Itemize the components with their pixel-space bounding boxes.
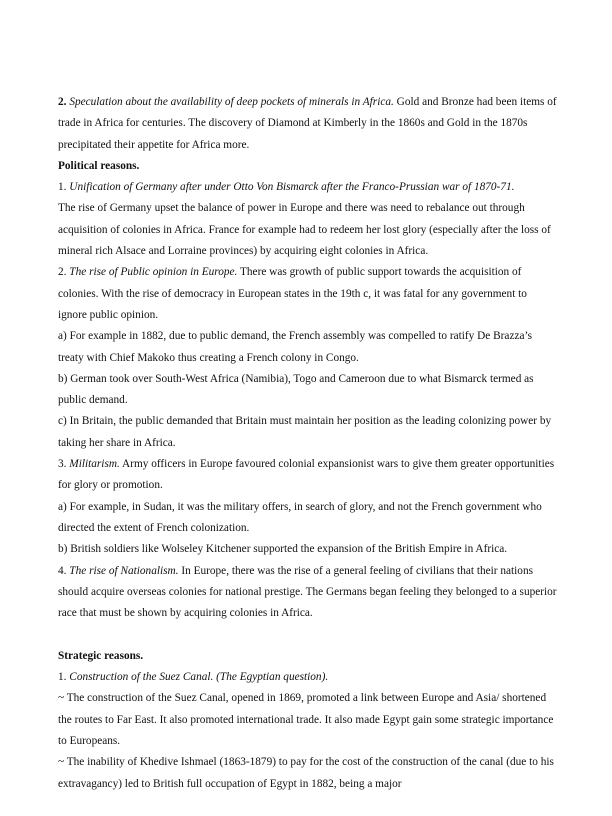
item-number: 3. bbox=[58, 458, 70, 471]
strategic-reason-1 bbox=[58, 667, 558, 688]
item-number: 1. bbox=[58, 181, 70, 194]
item-body: There was growth of public support towards the acquisition of colonies. With the rise of democracy in European states in the 19th c, it was fatal for any government to ignore public opinion. bbox=[58, 266, 527, 321]
strategic-reasons-heading: Strategic reasons. bbox=[58, 649, 144, 662]
political-reason-2 bbox=[58, 262, 558, 326]
item-title: Militarism. bbox=[69, 458, 120, 471]
political-reason-3-example-b: b) British soldiers like Wolseley Kitchener supported the expansion of the British Empire in Africa. bbox=[58, 543, 508, 556]
item-number: 2. bbox=[58, 266, 70, 279]
document-page bbox=[58, 92, 558, 795]
item-body: Army officers in Europe favoured colonial expansionist wars to give them greater opportunities for glory or promotion. bbox=[58, 458, 555, 492]
item-title: The rise of Nationalism. bbox=[69, 564, 179, 577]
item-body: Gold and Bronze had been items of trade in Africa for centuries. The discovery of Diamond at Kimberly in the 1860s and Gold in the 1870s precipitated their appetite for Africa more. bbox=[58, 96, 557, 151]
political-reason-4 bbox=[58, 561, 558, 625]
political-reasons-heading: Political reasons. bbox=[58, 159, 140, 172]
political-reason-2-example-a: a) For example in 1882, due to public demand, the French assembly was compelled to ratify De Brazza’s treaty with Chief Makoko thus creating a French colony in Congo. bbox=[58, 330, 533, 364]
item-title: The rise of Public opinion in Europe. bbox=[69, 266, 238, 279]
item-title: Speculation about the availability of deep pockets of minerals in Africa. bbox=[69, 96, 394, 108]
economic-reason-2 bbox=[58, 92, 558, 156]
political-reason-3-example-a: a) For example, in Sudan, it was the military offers, in search of glory, and not the French government who directed the extent of French colonization. bbox=[58, 500, 542, 534]
political-reason-1 bbox=[58, 177, 558, 198]
political-reason-2-example-c: c) In Britain, the public demanded that Britain must maintain her position as the leading colonizing power by taking her share in Africa. bbox=[58, 415, 552, 449]
item-number: 1. bbox=[58, 671, 70, 684]
political-reason-3 bbox=[58, 454, 558, 497]
item-number: 2. bbox=[58, 96, 67, 108]
political-reason-2-example-b: b) German took over South-West Africa (Namibia), Togo and Cameroon due to what Bismarck termed as public demand. bbox=[58, 372, 534, 407]
item-title: Unification of Germany after under Otto Von Bismarck after the Franco-Prussian war of 1870-71. bbox=[69, 181, 515, 194]
blank-line bbox=[58, 624, 558, 645]
strategic-reason-1-point-2: ~ The inability of Khedive Ishmael (1863-1879) to pay for the cost of the construction of the canal (due to his extravagancy) led to British full occupation of Egypt in 1882, being a major bbox=[58, 756, 554, 790]
item-body: In Europe, there was the rise of a general feeling of civilians that their nations should acquire overseas colonies for national prestige. The Germans began feeling they belonged to a superior race that must be shown by acquiring colonies in Africa. bbox=[58, 564, 557, 620]
item-number: 4. bbox=[58, 564, 70, 577]
political-reason-1-body: The rise of Germany upset the balance of power in Europe and there was need to rebalance out through acquisition of colonies in Africa. France for example had to redeem her lost glory (especially after the loss of mineral rich Alsace and Lorraine provinces) by acquiring eight colonies in Africa. bbox=[58, 202, 551, 258]
item-title: Construction of the Suez Canal. (The Egyptian question). bbox=[69, 671, 329, 684]
strategic-reason-1-point-1: ~ The construction of the Suez Canal, opened in 1869, promoted a link between Europe and Asia/ shortened the routes to Far East. It also promoted international trade. It also made Egypt gain some strategic importance to Europeans. bbox=[58, 692, 554, 747]
